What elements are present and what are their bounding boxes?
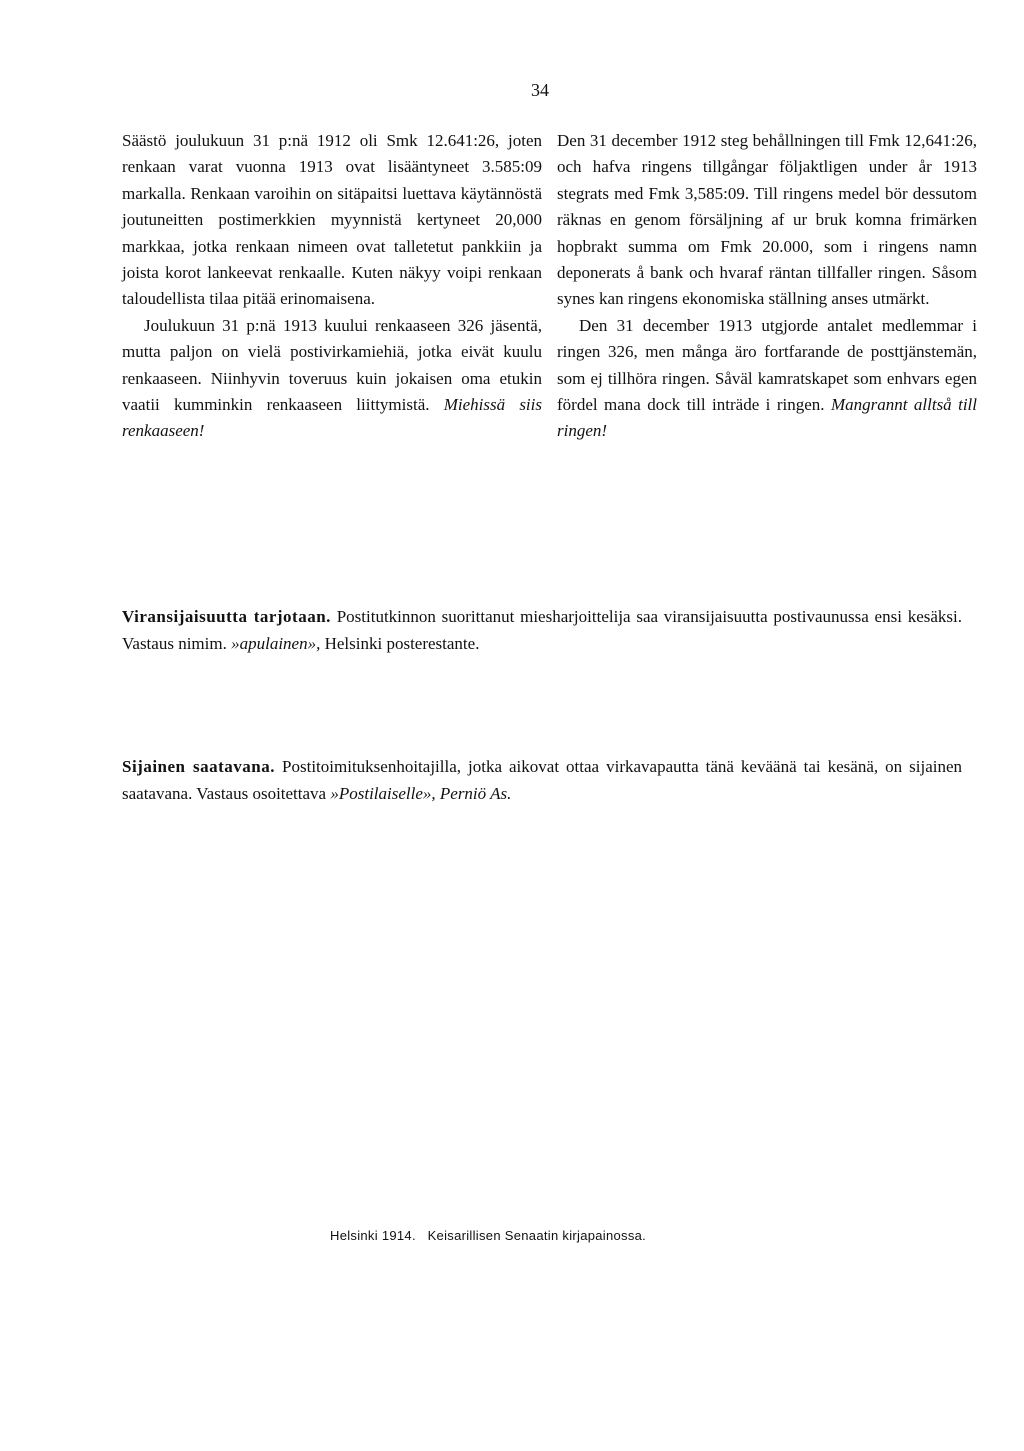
swedish-members-text: Den 31 december 1913 utgjorde antalet medlemmar i ringen 326, men många äro fortfarande de posttjänstemän, som ej tillhöra ringen. Såväl kamratskapet som enhvars egen fördel mana dock till inträde i ringen. [557,315,977,415]
notice-substitute-offered-heading: Viransijaisuutta tarjotaan. [122,607,331,626]
finnish-column [122,128,542,445]
notice-substitute-offered-text: Postitutkinnon suorittanut miesharjoittelija saa viransijaisuutta postivaunussa ensi kesäksi. Vastaus nimim. [122,607,962,653]
swedish-members-call: Mangrannt alltså till ringen! [557,395,978,441]
notice-substitute-available [122,753,962,807]
finnish-members-text: Joulukuun 31 p:nä 1913 kuului renkaaseen 326 jäsentä, mutta paljon on vielä postivirkamiehiä, jotka eivät kuulu renkaaseen. Niinhyvin toveruus kuin jokaisen oma etukin vaatii kumminkin renkaaseen liittymistä. [122,315,542,415]
page-number: 34 [531,80,549,100]
notice-substitute-available-address: »Postilaiselle», Perniö As. [330,784,512,803]
notice-substitute-available-heading: Sijainen saatavana. [122,757,276,776]
swedish-paragraph-savings: Den 31 december 1912 steg behållningen till Fmk 12,641:26, och hafva ringens tillgångar följaktligen under år 1913 stegrats med Fmk 3,585:09. Till ringens medel bör dessutom räknas en genom försäljning af ur bruk komna frimärken hopbrakt summa om Fmk 20.000, som i ringens namn deponerats å bank och hvaraf räntan tillfaller ringen. Såsom synes kan ringens ekonomiska ställning anses utmärkt. [557,131,977,309]
finnish-paragraph-savings: Säästö joulukuun 31 p:nä 1912 oli Smk 12.641:26, joten renkaan varat vuonna 1913 ovat lisääntyneet 3.585:09 markalla. Renkaan varoihin on sitäpaitsi luettava käytännöstä joutuneitten postimerkkien myynnistä kertyneet 20,000 markkaa, jotka renkaan nimeen ovat talletetut pankkiin ja joista korot lankeevat renkaalle. Kuten näkyy voipi renkaan taloudellista tilaa pitää erinomaisena. [122,131,542,309]
printer-imprint: Helsinki 1914. Keisarillisen Senaatin kirjapainossa. [330,1228,647,1243]
finnish-paragraph-members [122,313,542,445]
swedish-paragraph-members [557,313,977,445]
notice-substitute-available-text: Postitoimituksenhoitajilla, jotka aikovat ottaa virkavapautta tänä keväänä tai kesänä, on sijainen saatavana. Vastaus osoitettava [122,757,963,803]
finnish-members-call: Miehissä siis renkaaseen! [122,395,542,441]
notice-substitute-offered [122,603,962,657]
notice-substitute-offered-pseudonym: »apulainen», [231,634,321,653]
notice-substitute-offered-address: Helsinki posterestante. [324,634,480,653]
swedish-column [557,128,977,445]
